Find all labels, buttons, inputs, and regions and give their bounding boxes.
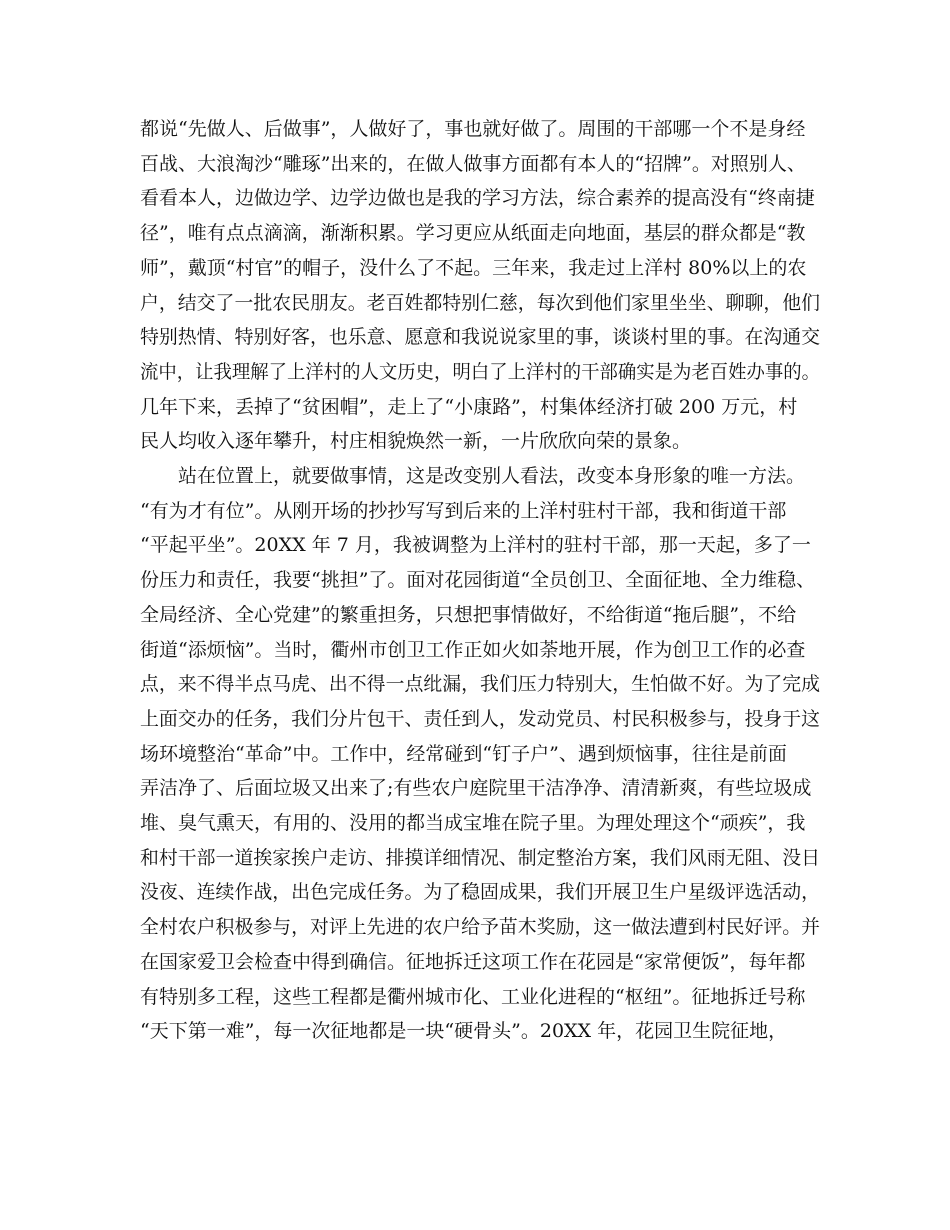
text-line: 民人均收入逐年攀升，村庄相貌焕然一新，一片欣欣向荣的景象。: [140, 430, 692, 452]
text-line: 百战、大浪淘沙“雕琢”出来的，在做人做事方面都有本人的“招牌”。对照别人、: [140, 153, 806, 175]
text-line: 全局经济、全心党建”的繁重担务，只想把事情做好，不给街道“拖后腿”，不给: [140, 604, 797, 626]
text-line: 和村干部一道挨家挨户走访、排摸详细情况、制定整治方案，我们风雨无阻、没日: [140, 847, 821, 869]
text-line: 弄洁净了、后面垃圾又出来了;有些农户庭院里干洁净净、清清新爽，有些垃圾成: [140, 777, 812, 799]
text-line: 有特别多工程，这些工程都是衢州城市化、工业化进程的“枢纽”。征地拆迁号称: [140, 986, 806, 1008]
text-line: 径”，唯有点点滴滴，渐渐积累。学习更应从纸面走向地面，基层的群众都是“教: [140, 222, 806, 244]
text-line: “有为才有位”。从刚开场的抄抄写写到后来的上洋村驻村干部，我和街道干部: [140, 500, 787, 522]
text-line: 在国家爱卫会检查中得到确信。征地拆迁这项工作在花园是“家常便饭”，每年都: [140, 951, 806, 973]
text-line: 师”，戴顶“村官”的帽子，没什么了不起。三年来，我走过上洋村 80%以上的农: [140, 257, 807, 279]
text-line: 场环境整治“革命”中。工作中，经常碰到“钉子户”、遇到烦恼事，往往是前面: [140, 743, 787, 765]
text-line: 堆、臭气熏天，有用的、没用的都当成宝堆在院子里。为理处理这个“顽疾”，我: [140, 812, 806, 834]
text-line: 户，结交了一批农民朋友。老百姓都特别仁慈，每次到他们家里坐坐、聊聊，他们: [140, 292, 821, 314]
text-line: 流中，让我理解了上洋村的人文历史，明白了上洋村的干部确实是为老百姓办事的。: [140, 361, 821, 383]
text-line: 街道“添烦恼”。当时，衢州市创卫工作正如火如荼地开展，作为创卫工作的必查: [140, 639, 806, 661]
text-line: 份压力和责任，我要“挑担”了。面对花园街道“全员创卫、全面征地、全力维稳、: [140, 569, 816, 591]
text-line: “平起平坐”。20XX 年 7 月，我被调整为上洋村的驻村干部，那一天起，多了一: [140, 534, 811, 556]
text-line: 上面交办的任务，我们分片包干、责任到人，发动党员、村民积极参与，投身于这: [140, 708, 821, 730]
text-line: 全村农户积极参与，对评上先进的农户给予苗木奖励，这一做法遭到村民好评。并: [140, 916, 821, 938]
text-line: “天下第一难”，每一次征地都是一块“硬骨头”。20XX 年，花园卫生院征地，: [140, 1020, 788, 1042]
text-line: 看看本人，边做边学、边学边做也是我的学习方法，综合素养的提高没有“终南捷: [140, 187, 815, 209]
text-line: 特别热情、特别好客，也乐意、愿意和我说说家里的事，谈谈村里的事。在沟通交: [140, 326, 821, 348]
text-line: 点，来不得半点马虎、出不得一点纰漏，我们压力特别大，生怕做不好。为了完成: [140, 673, 821, 695]
text-line: 几年下来，丢掉了“贫困帽”，走上了“小康路”，村集体经济打破 200 万元，村: [140, 396, 798, 418]
text-line: 没夜、连续作战，出色完成任务。为了稳固成果，我们开展卫生户星级评选活动，: [140, 881, 821, 903]
text-line: 都说“先做人、后做事”，人做好了，事也就好做了。周围的干部哪一个不是身经: [140, 118, 806, 140]
text-line: 站在位置上，就要做事情，这是改变别人看法，改变本身形象的唯一方法。: [140, 465, 806, 487]
